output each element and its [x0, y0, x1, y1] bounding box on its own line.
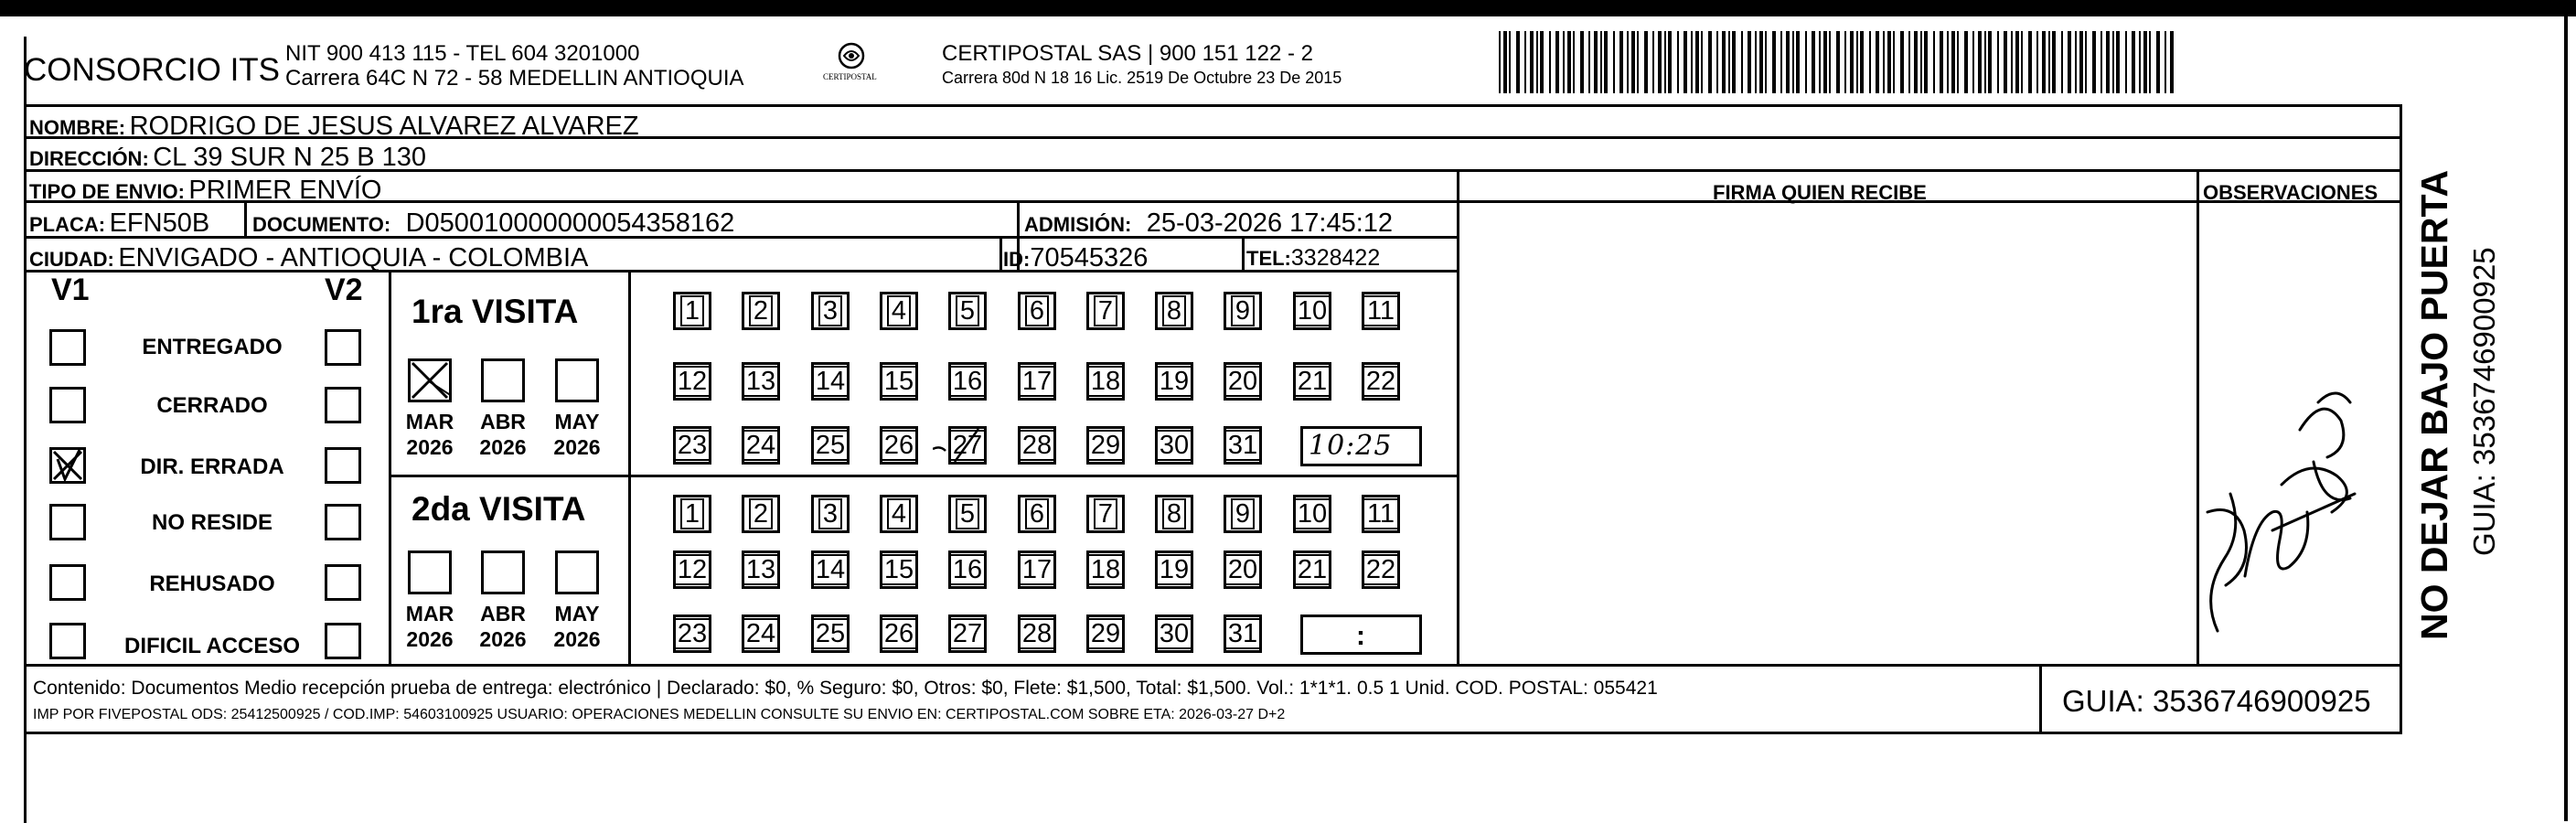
first-visit-day-5[interactable]	[948, 292, 987, 330]
first-visit-day-3[interactable]	[811, 292, 850, 330]
first-visit-day-label: 26	[880, 430, 918, 461]
second-visit-day-14[interactable]	[811, 550, 850, 589]
first-visit-day-31[interactable]	[1224, 426, 1262, 465]
first-visit-day-12[interactable]	[673, 362, 711, 401]
second-visit-day-label: 11	[1363, 498, 1399, 529]
right-border	[2564, 16, 2568, 821]
first-visit-day-2[interactable]	[742, 292, 780, 330]
admision-value: 25-03-2026 17:45:12	[1146, 208, 1394, 238]
first-visit-day-20[interactable]	[1224, 362, 1262, 401]
second-visit-day-label: 25	[811, 618, 850, 649]
observaciones-header: OBSERVACIONES	[2203, 181, 2378, 204]
certipostal-address: Carrera 80d N 18 16 Lic. 2519 De Octubre 23 De 2015	[942, 69, 1342, 87]
first-visit-day-26[interactable]	[880, 426, 918, 465]
first-visit-day-28[interactable]	[1018, 426, 1056, 465]
direccion-value: CL 39 SUR N 25 B 130	[153, 143, 426, 172]
documento-value: D050010000000054358162	[405, 208, 735, 238]
second-visit-day-label: 30	[1155, 618, 1193, 649]
certipostal-logo	[821, 40, 882, 88]
first-visit-day-label: 6	[1025, 295, 1049, 326]
second-visit-day-9[interactable]	[1224, 495, 1262, 533]
first-visit-day-label: 23	[673, 430, 711, 461]
v2-checkbox-cerrado[interactable]	[325, 387, 361, 423]
first-visit-day-11[interactable]	[1362, 292, 1400, 330]
admision-label: ADMISIÓN:	[1024, 213, 1132, 236]
second-visit-day-4[interactable]	[880, 495, 918, 533]
status-entregado: ENTREGADO	[142, 335, 283, 359]
second-month-mar: MAR 2026	[405, 602, 454, 651]
second-month-may: MAY 2026	[553, 602, 601, 651]
second-visit-day-20[interactable]	[1224, 550, 1262, 589]
tipo-envio-field	[29, 177, 381, 204]
second-visit-day-label: 29	[1086, 618, 1125, 649]
admision-field	[1024, 210, 1393, 237]
second-visit-day-label: 9	[1231, 498, 1255, 529]
second-visit-day-8[interactable]	[1155, 495, 1193, 533]
first-month-checkbox-mar[interactable]	[408, 358, 452, 402]
second-visit-day-25[interactable]	[811, 615, 850, 653]
first-month-checkbox-may[interactable]	[555, 358, 599, 402]
first-visit-day-label: 25	[811, 430, 850, 461]
status-rehusado: REHUSADO	[149, 572, 275, 596]
first-visit-day-label: 27	[948, 430, 987, 461]
first-visit-day-label: 11	[1363, 295, 1399, 326]
second-visit-day-19[interactable]	[1155, 550, 1193, 589]
second-visit-day-label: 6	[1025, 498, 1049, 529]
second-visit-day-1[interactable]	[673, 495, 711, 533]
second-visit-day-label: 26	[880, 618, 918, 649]
check-mark-icon	[933, 425, 988, 465]
nit-line: NIT 900 413 115 - TEL 604 3201000	[285, 41, 640, 66]
v1-checkbox-no-reside[interactable]	[49, 504, 86, 540]
second-visit-day-label: 31	[1224, 618, 1262, 649]
second-visit-day-18[interactable]	[1086, 550, 1125, 589]
first-visit-day-19[interactable]	[1155, 362, 1193, 401]
first-visit-day-label: 10	[1293, 295, 1331, 326]
direccion-label: DIRECCIÓN:	[29, 147, 149, 170]
first-visit-day-label: 14	[811, 366, 850, 397]
first-visit-day-label: 18	[1086, 366, 1125, 397]
second-visit-day-label: 13	[742, 554, 780, 585]
side-guia: GUIA: 3536746900925	[2467, 247, 2501, 556]
second-visit-day-label: 27	[948, 618, 987, 649]
first-visit-day-label: 9	[1231, 295, 1255, 326]
second-visit-time-box[interactable]	[1300, 615, 1422, 655]
id-value: 70545326	[1030, 243, 1149, 273]
second-visit-day-6[interactable]	[1018, 495, 1056, 533]
tipo-envio-label: TIPO DE ENVIO:	[29, 180, 185, 203]
first-visit-day-label: 8	[1162, 295, 1186, 326]
left-border	[24, 37, 27, 823]
first-visit-day-22[interactable]	[1362, 362, 1400, 401]
footer-guia: GUIA: 3536746900925	[2062, 684, 2371, 718]
second-visit-day-5[interactable]	[948, 495, 987, 533]
certipostal-line: CERTIPOSTAL SAS | 900 151 122 - 2	[942, 41, 1313, 66]
second-visit-day-27[interactable]	[948, 615, 987, 653]
first-visit-day-13[interactable]	[742, 362, 780, 401]
status-dir-errada: DIR. ERRADA	[140, 454, 284, 479]
second-month-checkbox-abr[interactable]	[481, 550, 525, 594]
second-visit-day-label: 23	[673, 618, 711, 649]
second-visit-day-label: 20	[1224, 554, 1262, 585]
status-dificil-acceso: DIFICIL ACCESO	[123, 634, 300, 658]
first-visit-day-10[interactable]	[1293, 292, 1331, 330]
second-visit-day-23[interactable]	[673, 615, 711, 653]
second-visit-day-label: 7	[1094, 498, 1117, 529]
status-cerrado: CERRADO	[156, 393, 268, 418]
v1-checkbox-dificil-acceso[interactable]	[49, 623, 86, 659]
v2-checkbox-entregado[interactable]	[325, 329, 361, 366]
second-visit-day-22[interactable]	[1362, 550, 1400, 589]
second-month-checkbox-may[interactable]	[555, 550, 599, 594]
v1-header: V1	[51, 273, 90, 307]
no-dejar-bajo-puerta: NO DEJAR BAJO PUERTA	[2413, 169, 2455, 640]
first-visit-time-box[interactable]	[1300, 426, 1422, 466]
firma-header: FIRMA QUIEN RECIBE	[1713, 181, 1927, 204]
first-visit-day-label: 16	[948, 366, 987, 397]
second-visit-day-label: 17	[1018, 554, 1056, 585]
first-visit-day-18[interactable]	[1086, 362, 1125, 401]
first-visit-day-label: 5	[956, 295, 979, 326]
v1-checkbox-dir-errada[interactable]	[49, 447, 86, 484]
second-visit-day-label: 10	[1293, 498, 1331, 529]
second-visit-day-24[interactable]	[742, 615, 780, 653]
id-field	[1003, 245, 1148, 272]
first-visit-day-23[interactable]	[673, 426, 711, 465]
first-visit-day-label: 2	[749, 295, 773, 326]
second-month-abr: ABR 2026	[479, 602, 527, 651]
second-visit-time-placeholder: :	[1356, 621, 1365, 651]
first-visit-day-label: 20	[1224, 366, 1262, 397]
second-visit-day-label: 19	[1155, 554, 1193, 585]
second-month-checkbox-mar[interactable]	[408, 550, 452, 594]
placa-label: PLACA:	[29, 213, 106, 236]
company-address: Carrera 64C N 72 - 58 MEDELLIN ANTIOQUIA	[285, 66, 744, 91]
first-visit-day-label: 1	[680, 295, 704, 326]
first-visit-day-24[interactable]	[742, 426, 780, 465]
second-visit-day-21[interactable]	[1293, 550, 1331, 589]
first-month-may: MAY 2026	[553, 410, 601, 459]
second-visit-day-16[interactable]	[948, 550, 987, 589]
first-visit-day-14[interactable]	[811, 362, 850, 401]
second-visit-day-31[interactable]	[1224, 615, 1262, 653]
second-visit-day-label: 3	[818, 498, 842, 529]
first-month-mar: MAR 2026	[405, 410, 454, 459]
documento-label: DOCUMENTO:	[252, 213, 391, 236]
second-visit-day-label: 16	[948, 554, 987, 585]
first-visit-day-8[interactable]	[1155, 292, 1193, 330]
check-mark-icon	[411, 361, 449, 400]
first-visit-title: 1ra VISITA	[412, 293, 579, 330]
second-visit-day-7[interactable]	[1086, 495, 1125, 533]
first-visit-day-6[interactable]	[1018, 292, 1056, 330]
first-visit-day-label: 28	[1018, 430, 1056, 461]
id-label: ID:	[1003, 248, 1031, 271]
second-visit-day-label: 12	[673, 554, 711, 585]
direccion-field	[29, 144, 426, 171]
first-visit-day-label: 7	[1094, 295, 1117, 326]
first-visit-day-4[interactable]	[880, 292, 918, 330]
second-visit-day-2[interactable]	[742, 495, 780, 533]
second-visit-day-13[interactable]	[742, 550, 780, 589]
placa-value: EFN50B	[109, 208, 210, 238]
first-visit-day-1[interactable]	[673, 292, 711, 330]
second-visit-day-28[interactable]	[1018, 615, 1056, 653]
first-visit-day-30[interactable]	[1155, 426, 1193, 465]
v2-checkbox-dir-errada[interactable]	[325, 447, 361, 484]
second-visit-day-label: 8	[1162, 498, 1186, 529]
ciudad-value: ENVIGADO - ANTIOQUIA - COLOMBIA	[118, 243, 589, 273]
tel-value: 3328422	[1290, 245, 1381, 271]
documento-field	[252, 210, 734, 237]
second-visit-day-15[interactable]	[880, 550, 918, 589]
second-visit-day-label: 4	[887, 498, 911, 529]
first-visit-day-label: 29	[1086, 430, 1125, 461]
first-visit-day-label: 21	[1293, 366, 1331, 397]
first-visit-day-label: 24	[742, 430, 780, 461]
second-visit-day-label: 21	[1293, 554, 1331, 585]
second-visit-day-label: 18	[1086, 554, 1125, 585]
second-visit-day-label: 22	[1362, 554, 1400, 585]
second-visit-day-10[interactable]	[1293, 495, 1331, 533]
first-visit-day-15[interactable]	[880, 362, 918, 401]
first-visit-day-label: 4	[887, 295, 911, 326]
first-visit-day-17[interactable]	[1018, 362, 1056, 401]
first-visit-day-25[interactable]	[811, 426, 850, 465]
second-visit-day-17[interactable]	[1018, 550, 1056, 589]
second-visit-day-label: 24	[742, 618, 780, 649]
second-visit-day-label: 5	[956, 498, 979, 529]
second-visit-day-26[interactable]	[880, 615, 918, 653]
second-visit-day-30[interactable]	[1155, 615, 1193, 653]
first-visit-day-label: 17	[1018, 366, 1056, 397]
v2-checkbox-no-reside[interactable]	[325, 504, 361, 540]
first-visit-day-label: 19	[1155, 366, 1193, 397]
nombre-field	[29, 113, 639, 140]
v1-checkbox-cerrado[interactable]	[49, 387, 86, 423]
first-month-checkbox-abr[interactable]	[481, 358, 525, 402]
first-visit-day-label: 30	[1155, 430, 1193, 461]
second-visit-day-label: 15	[880, 554, 918, 585]
top-border	[0, 0, 2576, 16]
second-visit-day-29[interactable]	[1086, 615, 1125, 653]
barcode	[1497, 31, 2179, 93]
first-visit-day-label: 12	[673, 366, 711, 397]
imp-line: IMP POR FIVEPOSTAL ODS: 25412500925 / COD.IMP: 54603100925 USUARIO: OPERACIONES MEDELLIN CONSULTE SU ENVIO EN: CERTIPOSTAL.COM SOBRE ETA: 2026-03-27 D+2	[33, 707, 1286, 722]
ciudad-label: CIUDAD:	[29, 248, 114, 271]
first-visit-time: 10:25	[1309, 430, 1393, 462]
second-visit-day-11[interactable]	[1362, 495, 1400, 533]
second-visit-title: 2da VISITA	[412, 490, 586, 528]
nombre-label: NOMBRE:	[29, 116, 126, 139]
first-month-abr: ABR 2026	[479, 410, 527, 459]
second-visit-day-label: 1	[680, 498, 704, 529]
second-visit-day-label: 28	[1018, 618, 1056, 649]
check-mark-icon	[52, 450, 83, 481]
v1-checkbox-rehusado[interactable]	[49, 564, 86, 601]
status-no-reside: NO RESIDE	[151, 510, 273, 535]
first-visit-day-7[interactable]	[1086, 292, 1125, 330]
v2-header: V2	[325, 273, 363, 307]
first-visit-day-label: 31	[1224, 430, 1262, 461]
first-visit-day-label: 13	[742, 366, 780, 397]
first-visit-day-9[interactable]	[1224, 292, 1262, 330]
ciudad-field	[29, 245, 588, 272]
first-visit-day-label: 15	[880, 366, 918, 397]
nombre-value: RODRIGO DE JESUS ALVAREZ ALVAREZ	[129, 112, 639, 141]
first-visit-day-label: 3	[818, 295, 842, 326]
first-visit-day-21[interactable]	[1293, 362, 1331, 401]
second-visit-day-3[interactable]	[811, 495, 850, 533]
second-visit-day-label: 14	[811, 554, 850, 585]
contenido-line: Contenido: Documentos Medio recepción prueba de entrega: electrónico | Declarado: $0, % Seguro: $0, Otros: $0, Flete: $1,500, Total: $1,500. Vol.: 1*1*1. 0.5 1 Unid. COD. POSTAL: 055421	[33, 678, 1658, 699]
tel-field	[1246, 247, 1380, 270]
logo-text: CERTIPOSTAL	[823, 72, 877, 81]
tel-label: TEL:	[1246, 247, 1291, 270]
v1-checkbox-entregado[interactable]	[49, 329, 86, 366]
first-visit-day-16[interactable]	[948, 362, 987, 401]
first-visit-day-label: 22	[1362, 366, 1400, 397]
second-visit-day-12[interactable]	[673, 550, 711, 589]
v2-checkbox-dificil-acceso[interactable]	[325, 623, 361, 659]
second-visit-day-label: 2	[749, 498, 773, 529]
first-visit-day-27[interactable]	[948, 426, 987, 465]
company-name: CONSORCIO ITS	[24, 52, 281, 88]
placa-field	[29, 210, 209, 237]
v2-checkbox-rehusado[interactable]	[325, 564, 361, 601]
recipient-signature	[2195, 302, 2378, 658]
tipo-envio-value: PRIMER ENVÍO	[188, 176, 382, 205]
first-visit-day-29[interactable]	[1086, 426, 1125, 465]
